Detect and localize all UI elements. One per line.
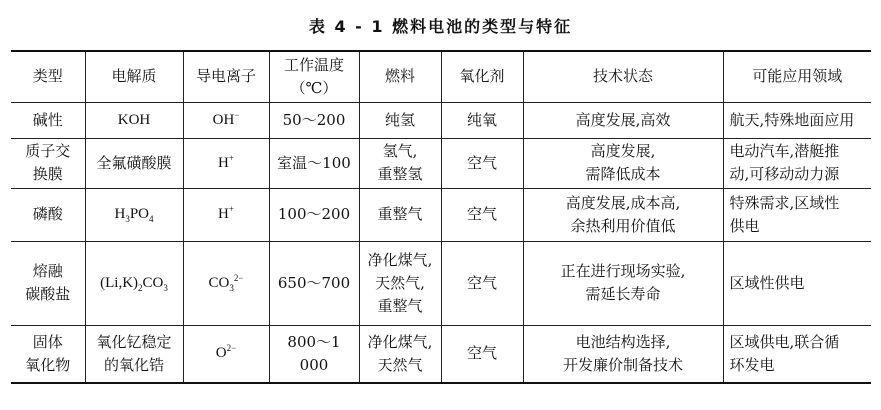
apps-cell [723,138,871,188]
ion-cell [183,188,269,241]
electrolyte-cell [85,188,183,241]
ion-cell [183,241,269,325]
ion-charge: + [228,152,234,163]
apps-cell: 航天,特殊地面应用 [723,102,871,138]
type-line: 碳酸盐 [25,285,71,303]
temp-cell: 650～700 [269,241,359,325]
apps-line: 供电 [729,216,760,235]
fuel-line: 重整气 [377,296,423,315]
status-line: 需延长寿命 [585,285,661,303]
header-cell: 燃料 [359,51,441,102]
electrolyte-cell [85,241,183,325]
fuel-line: 重整氢 [377,165,423,183]
temp-cell: 100～200 [269,188,359,241]
status-line: 正在进行现场实验, [560,262,686,280]
ion-cell [183,102,269,138]
oxidant-cell: 空气 [441,138,523,188]
status-line: 余热利用价值低 [570,216,676,235]
header-cell: 可能应用领域 [723,51,871,102]
table-row [11,325,871,383]
status-line: 高度发展, [590,142,656,160]
status-line: 需降低成本 [585,165,661,183]
fuel-line: 天然气 [377,355,423,374]
temp-cell: 50～200 [269,102,359,138]
ion-base: O [215,345,227,362]
status-line: 电池结构选择, [575,332,671,351]
ion-base: OH [212,111,235,128]
ion-charge: − [234,109,240,120]
status-line: 高度发展,成本高, [565,193,681,212]
oxidant-cell: 空气 [441,325,523,383]
apps-line: 动,可移动动力源 [729,165,840,183]
fuel-cell: 纯氢 [359,102,441,138]
fuel-line: 天然气, [375,273,425,292]
table-row [11,138,871,188]
status-cell: 高度发展,高效 [523,102,723,138]
type-cell [11,241,85,325]
electrolyte-cell: KOH [85,102,183,138]
fuel-line: 净化煤气, [367,250,433,269]
apps-line: 特殊需求,区域性 [729,193,840,212]
table-row [11,241,871,325]
type-cell: 磷酸 [11,188,85,241]
table-row [11,102,871,138]
oxidant-cell: 空气 [441,241,523,325]
formula-subscript: 3 [163,282,168,293]
formula-part: H [114,206,126,222]
type-line: 质子交 [25,142,71,160]
header-cell: 类型 [11,51,85,102]
apps-cell: 区域性供电 [723,241,871,325]
type-cell [11,138,85,188]
ion-charge: 2− [226,343,237,354]
fuel-cell-table [11,50,871,384]
fuel-cell [359,138,441,188]
ion-subscript: 3 [229,282,234,293]
header-temp-line: 工作温度 [283,55,344,74]
electrolyte-line: 的氧化锆 [103,355,164,374]
ion-cell [183,325,269,383]
status-cell [523,138,723,188]
formula-subscript: 4 [149,214,154,224]
ion-charge: + [228,204,234,214]
formula-subscript: 2 [138,282,143,293]
type-line: 氧化物 [25,355,71,374]
header-row [11,51,871,102]
oxidant-cell: 空气 [441,188,523,241]
apps-line: 电动汽车,潜艇推 [729,142,840,160]
fuel-line: 氢气, [382,142,418,160]
type-line: 熔融 [32,262,63,280]
apps-cell [723,325,871,383]
apps-line: 环发电 [729,355,775,374]
fuel-line: 净化煤气, [367,332,433,351]
formula-part: CO [142,274,164,291]
oxidant-cell: 纯氧 [441,102,523,138]
status-cell [523,241,723,325]
header-cell: 氧化剂 [441,51,523,102]
electrolyte-line: 氧化钇稳定 [96,332,172,351]
type-line: 固体 [32,332,63,351]
table-title: 表 4 - 1 燃料电池的类型与特征 [308,17,573,36]
formula-subscript: 3 [125,214,130,224]
status-cell [523,325,723,383]
apps-cell [723,188,871,241]
electrolyte-cell [85,325,183,383]
ion-base: H [218,154,229,171]
apps-line: 区域供电,联合循 [729,332,840,351]
temp-cell: 室温～100 [269,138,359,188]
table-row [11,188,871,241]
status-cell [523,188,723,241]
type-line: 换膜 [32,165,63,183]
formula-part: (Li,K) [100,274,139,291]
fuel-cell [359,241,441,325]
fuel-cell: 重整气 [359,188,441,241]
type-cell [11,325,85,383]
ion-base: CO [208,274,230,291]
electrolyte-cell: 全氟磺酸膜 [85,138,183,188]
formula-part: PO [129,206,150,222]
fuel-cell [359,325,441,383]
header-cell: 技术状态 [523,51,723,102]
header-cell: 电解质 [85,51,183,102]
header-cell [269,51,359,102]
temp-cell: 800～1 000 [269,325,359,383]
status-line: 开发廉价制备技术 [562,355,683,374]
type-cell: 碱性 [11,102,85,138]
header-cell: 导电离子 [183,51,269,102]
header-temp-line: （℃） [290,78,338,97]
ion-base: H [218,206,229,222]
ion-cell [183,138,269,188]
ion-charge: 2− [233,272,244,283]
